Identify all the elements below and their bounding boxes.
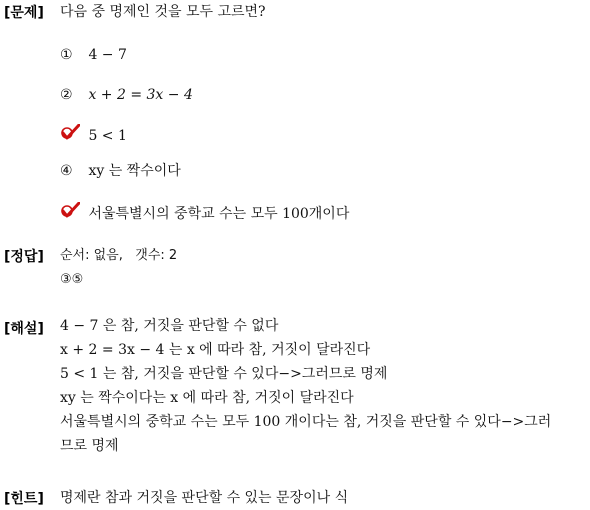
option-2-marker: ② — [60, 87, 73, 103]
option-3[interactable] — [60, 122, 127, 144]
option-4-marker: ④ — [60, 163, 73, 179]
option-3-text: 5 < 1 — [88, 128, 127, 144]
answer-body — [60, 244, 586, 292]
option-4-text: xy 는 짝수이다 — [88, 163, 181, 179]
explanation-body — [60, 314, 586, 458]
answer-tag: [정답] — [4, 249, 44, 265]
checkmark-icon — [60, 200, 84, 218]
explanation-line-4: xy 는 짝수이다는 x 에 따라 참, 거짓이 달라진다 — [60, 390, 354, 406]
explanation-line-1: 4 − 7 은 참, 거짓을 판단할 수 없다 — [60, 318, 279, 334]
option-5-text: 서울특별시의 중학교 수는 모두 100개이다 — [88, 206, 350, 222]
explanation-line-5: 서울특별시의 중학교 수는 모두 100 개이다는 참, 거짓을 판단할 수 있다−>그러 — [60, 414, 552, 430]
hint-text: 명제란 참과 거짓을 판단할 수 있는 문장이나 식 — [60, 490, 349, 506]
option-1-text: 4 − 7 — [88, 47, 127, 63]
option-5[interactable] — [60, 200, 349, 222]
explanation-line-2: x + 2 = 3x − 4 는 x 에 따라 참, 거짓이 달라진다 — [60, 342, 371, 358]
option-1[interactable] — [60, 44, 127, 66]
hint-tag: [힌트] — [4, 491, 44, 507]
question-tag: [문제] — [4, 5, 44, 21]
explanation-line-6: 므로 명제 — [60, 438, 119, 454]
option-2[interactable] — [60, 84, 193, 106]
answer-line-2: ③⑤ — [60, 272, 84, 287]
checkmark-icon — [60, 122, 84, 140]
option-4[interactable] — [60, 160, 181, 182]
answer-line-1: 순서: 없음, 갯수: 2 — [60, 248, 178, 263]
explanation-line-3: 5 < 1 는 참, 거짓을 판단할 수 있다−>그러므로 명제 — [60, 366, 388, 382]
explanation-tag: [해설] — [4, 321, 44, 337]
option-2-text: x + 2 = 3x − 4 — [88, 87, 193, 103]
option-1-marker: ① — [60, 47, 73, 63]
question-prompt: 다음 중 명제인 것을 모두 고르면? — [60, 4, 266, 20]
